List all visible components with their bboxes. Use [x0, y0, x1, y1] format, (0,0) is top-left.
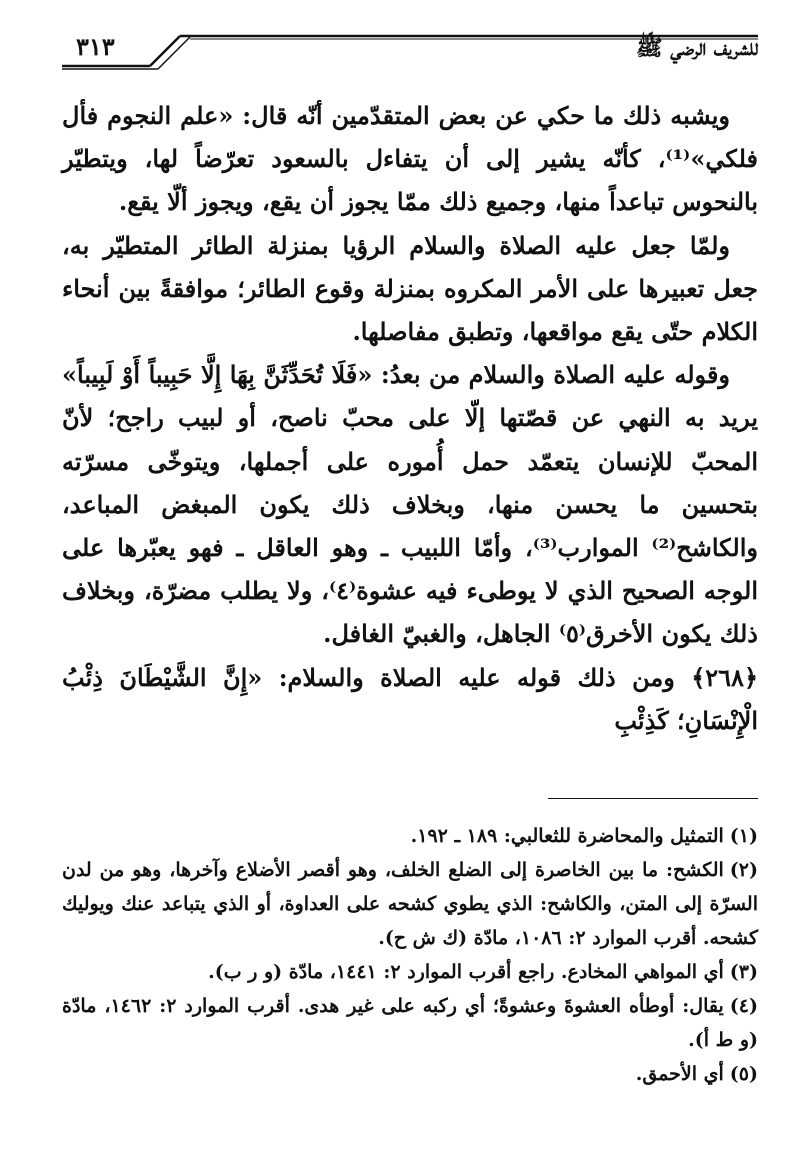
paragraph-3: وقوله عليه الصلاة والسلام من بعدُ: «فَلَا تُحَدِّثَنَّ بِهَا إِلَّا حَبِيباً أَوْ لَبِيباً» يريد به النهي عن قصّتها إلّا على محبّ ناصح، أو لبيب راجح؛ لأنّ المحبّ للإنسان يتعمّد حمل أُموره على أجملها، ويتوخّى مسرّته بتحسين ما يحسن منها، وبخلاف ذلك يكون المبغض المباعد، والكاشح⁽²⁾ الموارب⁽³⁾، وأمّا اللبيب ـ وهو العاقل ـ فهو يعبّرها على الوجه الصحيح الذي لا يوطىء فيه عشوة⁽٤⁾، ولا يطلب مضرّة، وبخلاف ذلك يكون الأخرق⁽٥⁾ الجاهل، والغبيّ الغافل.	[62, 360, 758, 649]
footnote-number: (٣)	[729, 961, 758, 983]
item-number: ﴿٢٦٨﴾	[691, 662, 758, 692]
paragraph-1: ويشبه ذلك ما حكي عن بعض المتقدّمين أنّه قال: «علم النجوم فأل فلكي»⁽¹⁾، كأنّه يشير إلى أن يتفاءل بالسعود تعرّضاً لها، ويتطيّر بالنحوس تباعداً منها، وجميع ذلك ممّا يجوز أن يقع، ويجوز ألّا يقع.	[62, 101, 758, 217]
footnote-2	[62, 853, 758, 955]
item-text: ومن ذلك قوله عليه الصلاة والسلام: «إِنَّ الشَّيْطَانَ ذِئْبُ الْإِنْسَانِ؛ كَذِئْبِ	[62, 662, 758, 735]
footnote-5	[62, 1057, 758, 1091]
footnote-text: الكشح: ما بين الخاصرة إلى الضلع الخلف، وهو أقصر الأضلاع وآخرها، وهو من لدن السرّة إلى المتن، والكاشح: الذي يطوي كشحه على العداوة، أو الذي يتباعد عنك ويوليك كشحه. أقرب الموارد ٢: ١٠٨٦، مادّة (ك ش ح).	[62, 859, 758, 949]
footnote-divider	[548, 798, 758, 799]
footnote-3	[62, 955, 758, 989]
footnote-number: (٥)	[729, 1063, 758, 1085]
page-header	[62, 32, 758, 72]
footnote-number: (٢)	[729, 859, 758, 881]
main-text	[62, 94, 758, 742]
footnote-text: يقال: أوطأه العشوةَ وعشوةً؛ أي ركبه على غير هدى. أقرب الموارد ٢: ١٤٦٢، مادّة (و ط أ).	[62, 995, 758, 1051]
paragraph-2: ولمّا جعل عليه الصلاة والسلام الرؤيا بمنزلة الطائر المتطيّر به، جعل تعبيرها على الأمر المكروه بمنزلة وقوع الطائر؛ موافقةً بين أنحاء الكلام حتّى يقع مواقعها، وتطبق مفاصلها.	[62, 230, 758, 347]
numbered-item	[62, 656, 758, 742]
footnote-1	[62, 819, 758, 853]
footnote-text: التمثيل والمحاضرة للثعالبي: ١٨٩ ـ ١٩٢.	[410, 825, 724, 847]
footnote-text: أي المواهي المخادع. راجع أقرب الموارد ٢: ١٤٤١، مادّة (و ر ب).	[208, 961, 724, 983]
page-number: ٣١٣	[76, 32, 115, 61]
running-title: للشريف الرضي ﷺ	[635, 35, 758, 61]
footnotes	[62, 798, 758, 1091]
footnote-number: (٤)	[729, 995, 759, 1017]
footnote-4	[62, 989, 758, 1057]
footnote-number: (١)	[729, 825, 758, 847]
footnote-text: أي الأحمق.	[635, 1063, 724, 1085]
